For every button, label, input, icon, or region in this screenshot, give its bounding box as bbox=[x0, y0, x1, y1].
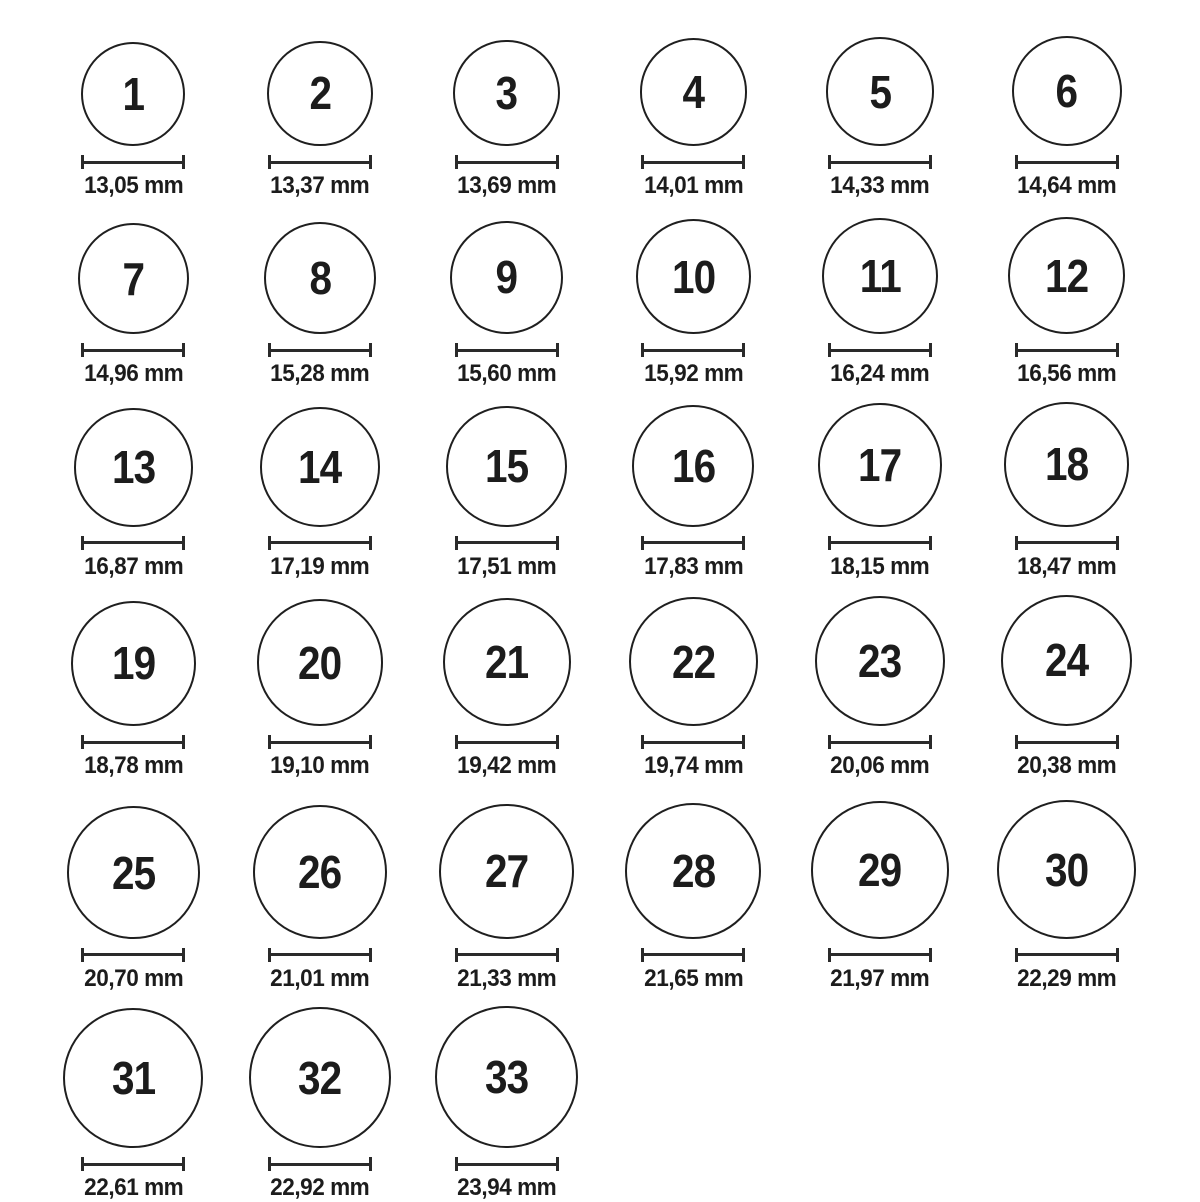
ring-size-item bbox=[40, 806, 227, 993]
ring-circle bbox=[267, 41, 372, 146]
ring-size-number: 5 bbox=[869, 65, 891, 118]
measure-bar bbox=[82, 541, 184, 544]
diameter-measure-line bbox=[1015, 343, 1119, 357]
ring-size-item bbox=[413, 406, 600, 581]
ring-circle bbox=[63, 1008, 203, 1148]
ring-size-number: 13 bbox=[111, 441, 155, 494]
ring-size-number: 12 bbox=[1044, 249, 1089, 302]
diameter-measure-line bbox=[828, 155, 932, 169]
diameter-label: 19,42 mm bbox=[457, 752, 557, 780]
diameter-measure-line bbox=[828, 536, 932, 550]
diameter-label: 14,01 mm bbox=[643, 172, 743, 199]
measure-bar bbox=[82, 741, 184, 744]
measure-bar bbox=[456, 349, 558, 352]
ring-size-item bbox=[787, 596, 974, 780]
diameter-label: 17,83 mm bbox=[643, 552, 743, 580]
diameter-measure-line bbox=[81, 948, 185, 962]
chart-row bbox=[0, 36, 1200, 200]
ring-circle bbox=[1012, 36, 1122, 146]
chart-row bbox=[0, 402, 1200, 580]
ring-size-number: 8 bbox=[309, 251, 331, 304]
ring-size-number: 16 bbox=[671, 439, 715, 492]
ring-circle bbox=[818, 403, 941, 526]
measure-bar bbox=[269, 953, 371, 956]
ring-circle bbox=[439, 804, 574, 939]
diameter-label: 14,33 mm bbox=[830, 172, 930, 199]
measure-bar bbox=[269, 741, 371, 744]
ring-size-number: 21 bbox=[484, 636, 529, 689]
measure-bar bbox=[829, 953, 931, 956]
ring-size-item bbox=[413, 221, 600, 389]
ring-size-item bbox=[227, 407, 414, 581]
ring-size-number: 25 bbox=[111, 846, 155, 899]
ring-size-item bbox=[973, 402, 1160, 580]
measure-bar bbox=[1016, 349, 1118, 352]
measure-bar bbox=[642, 953, 744, 956]
ring-circle bbox=[632, 405, 754, 527]
ring-size-item bbox=[227, 1007, 414, 1202]
diameter-measure-line bbox=[828, 948, 932, 962]
ring-size-number: 28 bbox=[671, 844, 715, 897]
ring-size-number: 9 bbox=[495, 251, 518, 304]
ring-size-item bbox=[973, 36, 1160, 200]
ring-circle bbox=[253, 805, 387, 939]
ring-circle bbox=[640, 38, 748, 146]
ring-size-number: 20 bbox=[298, 636, 342, 689]
diameter-measure-line bbox=[268, 155, 372, 169]
ring-circle bbox=[811, 801, 949, 939]
diameter-label: 22,92 mm bbox=[270, 1174, 370, 1202]
measure-bar bbox=[456, 741, 558, 744]
measure-bar bbox=[456, 161, 558, 164]
measure-bar bbox=[1016, 741, 1118, 744]
ring-circle bbox=[264, 222, 376, 334]
measure-bar bbox=[269, 161, 371, 164]
diameter-measure-line bbox=[455, 343, 559, 357]
ring-circle bbox=[446, 406, 567, 527]
diameter-label: 20,06 mm bbox=[830, 752, 930, 780]
ring-size-item bbox=[973, 217, 1160, 388]
ring-size-item bbox=[787, 37, 974, 200]
diameter-measure-line bbox=[268, 948, 372, 962]
ring-circle bbox=[260, 407, 380, 527]
ring-size-number: 17 bbox=[858, 438, 902, 491]
ring-circle bbox=[450, 221, 564, 335]
ring-size-number: 2 bbox=[309, 67, 331, 120]
diameter-measure-line bbox=[81, 735, 185, 749]
ring-circle bbox=[625, 803, 761, 939]
ring-size-item bbox=[40, 601, 227, 781]
diameter-label: 16,56 mm bbox=[1017, 360, 1117, 388]
diameter-measure-line bbox=[81, 155, 185, 169]
diameter-label: 21,65 mm bbox=[643, 964, 743, 992]
diameter-measure-line bbox=[1015, 735, 1119, 749]
ring-circle bbox=[249, 1007, 390, 1148]
measure-bar bbox=[456, 541, 558, 544]
measure-bar bbox=[642, 741, 744, 744]
ring-size-item bbox=[600, 803, 787, 993]
ring-size-number: 22 bbox=[671, 635, 715, 688]
diameter-label: 14,96 mm bbox=[83, 360, 183, 388]
diameter-label: 17,51 mm bbox=[457, 552, 557, 580]
ring-size-number: 11 bbox=[859, 250, 901, 303]
ring-size-item bbox=[227, 41, 414, 200]
diameter-measure-line bbox=[828, 735, 932, 749]
diameter-label: 19,74 mm bbox=[643, 752, 743, 780]
diameter-measure-line bbox=[641, 343, 745, 357]
diameter-measure-line bbox=[641, 735, 745, 749]
diameter-measure-line bbox=[641, 948, 745, 962]
ring-size-item bbox=[787, 218, 974, 388]
ring-size-number: 33 bbox=[484, 1051, 529, 1104]
ring-circle bbox=[78, 223, 189, 334]
diameter-label: 19,10 mm bbox=[270, 752, 370, 780]
ring-size-number: 31 bbox=[111, 1052, 155, 1105]
diameter-label: 21,33 mm bbox=[457, 964, 557, 992]
measure-bar bbox=[1016, 161, 1118, 164]
ring-circle bbox=[81, 42, 185, 146]
diameter-label: 15,60 mm bbox=[457, 360, 557, 388]
ring-size-number: 1 bbox=[122, 68, 145, 120]
diameter-measure-line bbox=[455, 948, 559, 962]
diameter-label: 22,29 mm bbox=[1017, 964, 1117, 992]
ring-circle bbox=[443, 598, 571, 726]
diameter-measure-line bbox=[828, 343, 932, 357]
diameter-label: 23,94 mm bbox=[457, 1174, 557, 1202]
ring-size-item bbox=[413, 1006, 600, 1202]
chart-row bbox=[0, 595, 1200, 781]
ring-circle bbox=[815, 596, 945, 726]
diameter-label: 21,97 mm bbox=[830, 964, 930, 992]
measure-bar bbox=[829, 541, 931, 544]
diameter-measure-line bbox=[81, 1157, 185, 1171]
diameter-measure-line bbox=[268, 343, 372, 357]
diameter-label: 16,87 mm bbox=[83, 552, 183, 580]
ring-size-number: 19 bbox=[111, 637, 155, 690]
diameter-label: 13,37 mm bbox=[270, 172, 370, 199]
ring-circle bbox=[453, 40, 559, 146]
ring-size-number: 29 bbox=[858, 844, 902, 897]
ring-circle bbox=[435, 1006, 577, 1148]
diameter-label: 16,24 mm bbox=[830, 360, 930, 388]
ring-size-item bbox=[413, 804, 600, 993]
ring-circle bbox=[826, 37, 935, 146]
ring-size-number: 30 bbox=[1044, 843, 1089, 896]
diameter-label: 14,64 mm bbox=[1017, 172, 1117, 199]
diameter-label: 13,69 mm bbox=[457, 172, 557, 199]
ring-size-number: 6 bbox=[1055, 65, 1078, 117]
diameter-measure-line bbox=[641, 155, 745, 169]
chart-row bbox=[0, 1006, 1200, 1202]
diameter-label: 15,92 mm bbox=[643, 360, 743, 388]
measure-bar bbox=[456, 1163, 558, 1166]
diameter-measure-line bbox=[1015, 536, 1119, 550]
ring-size-item bbox=[227, 805, 414, 993]
diameter-label: 18,47 mm bbox=[1017, 552, 1117, 580]
ring-circle bbox=[257, 599, 384, 726]
measure-bar bbox=[642, 541, 744, 544]
measure-bar bbox=[82, 1163, 184, 1166]
ring-size-item bbox=[40, 408, 227, 580]
diameter-measure-line bbox=[455, 1157, 559, 1171]
diameter-measure-line bbox=[455, 536, 559, 550]
measure-bar bbox=[269, 349, 371, 352]
ring-size-number: 18 bbox=[1044, 438, 1089, 491]
ring-size-item bbox=[227, 599, 414, 780]
ring-size-item bbox=[600, 405, 787, 581]
ring-size-item bbox=[973, 595, 1160, 781]
ring-circle bbox=[629, 597, 758, 726]
ring-size-item bbox=[600, 597, 787, 780]
ring-size-item bbox=[973, 800, 1160, 993]
diameter-measure-line bbox=[641, 536, 745, 550]
measure-bar bbox=[642, 349, 744, 352]
ring-circle bbox=[1004, 402, 1128, 526]
chart-row bbox=[0, 800, 1200, 993]
chart-row bbox=[0, 217, 1200, 388]
ring-circle bbox=[636, 219, 751, 334]
ring-size-item bbox=[40, 42, 227, 200]
diameter-label: 17,19 mm bbox=[270, 552, 370, 580]
measure-bar bbox=[82, 953, 184, 956]
measure-bar bbox=[456, 953, 558, 956]
ring-size-number: 26 bbox=[298, 845, 342, 898]
ring-size-number: 3 bbox=[495, 66, 518, 119]
diameter-measure-line bbox=[268, 735, 372, 749]
ring-circle bbox=[1008, 217, 1125, 334]
diameter-label: 22,61 mm bbox=[83, 1174, 183, 1202]
diameter-measure-line bbox=[268, 536, 372, 550]
diameter-measure-line bbox=[81, 536, 185, 550]
ring-circle bbox=[71, 601, 197, 727]
ring-size-item bbox=[787, 403, 974, 580]
ring-circle bbox=[822, 218, 938, 334]
measure-bar bbox=[82, 161, 184, 164]
ring-size-item bbox=[413, 40, 600, 200]
ring-size-item bbox=[40, 1008, 227, 1202]
ring-size-item bbox=[600, 219, 787, 388]
ring-circle bbox=[74, 408, 192, 526]
ring-size-number: 24 bbox=[1044, 634, 1089, 687]
diameter-measure-line bbox=[268, 1157, 372, 1171]
diameter-label: 21,01 mm bbox=[270, 964, 370, 992]
measure-bar bbox=[269, 541, 371, 544]
ring-size-number: 14 bbox=[298, 440, 342, 493]
ring-circle bbox=[67, 806, 200, 939]
diameter-measure-line bbox=[1015, 948, 1119, 962]
diameter-label: 18,78 mm bbox=[83, 752, 183, 780]
diameter-label: 20,38 mm bbox=[1017, 752, 1117, 780]
diameter-label: 15,28 mm bbox=[270, 360, 370, 388]
ring-size-number: 27 bbox=[484, 845, 529, 898]
measure-bar bbox=[1016, 541, 1118, 544]
diameter-label: 18,15 mm bbox=[830, 552, 930, 580]
ring-size-number: 7 bbox=[122, 252, 145, 305]
measure-bar bbox=[642, 161, 744, 164]
ring-size-item bbox=[227, 222, 414, 388]
measure-bar bbox=[829, 741, 931, 744]
measure-bar bbox=[269, 1163, 371, 1166]
ring-size-item bbox=[600, 38, 787, 200]
ring-size-number: 10 bbox=[671, 250, 715, 303]
measure-bar bbox=[829, 161, 931, 164]
diameter-measure-line bbox=[1015, 155, 1119, 169]
diameter-label: 13,05 mm bbox=[83, 172, 183, 199]
ring-size-item bbox=[413, 598, 600, 780]
diameter-measure-line bbox=[81, 343, 185, 357]
ring-size-number: 15 bbox=[484, 440, 529, 493]
ring-size-item bbox=[787, 801, 974, 993]
ring-size-item bbox=[40, 223, 227, 388]
diameter-label: 20,70 mm bbox=[83, 964, 183, 992]
diameter-measure-line bbox=[455, 735, 559, 749]
ring-circle bbox=[1001, 595, 1133, 727]
measure-bar bbox=[829, 349, 931, 352]
ring-size-number: 4 bbox=[682, 66, 705, 119]
diameter-measure-line bbox=[455, 155, 559, 169]
ring-size-number: 32 bbox=[298, 1051, 342, 1104]
ring-circle bbox=[997, 800, 1136, 939]
ring-size-number: 23 bbox=[858, 634, 902, 687]
measure-bar bbox=[82, 349, 184, 352]
measure-bar bbox=[1016, 953, 1118, 956]
